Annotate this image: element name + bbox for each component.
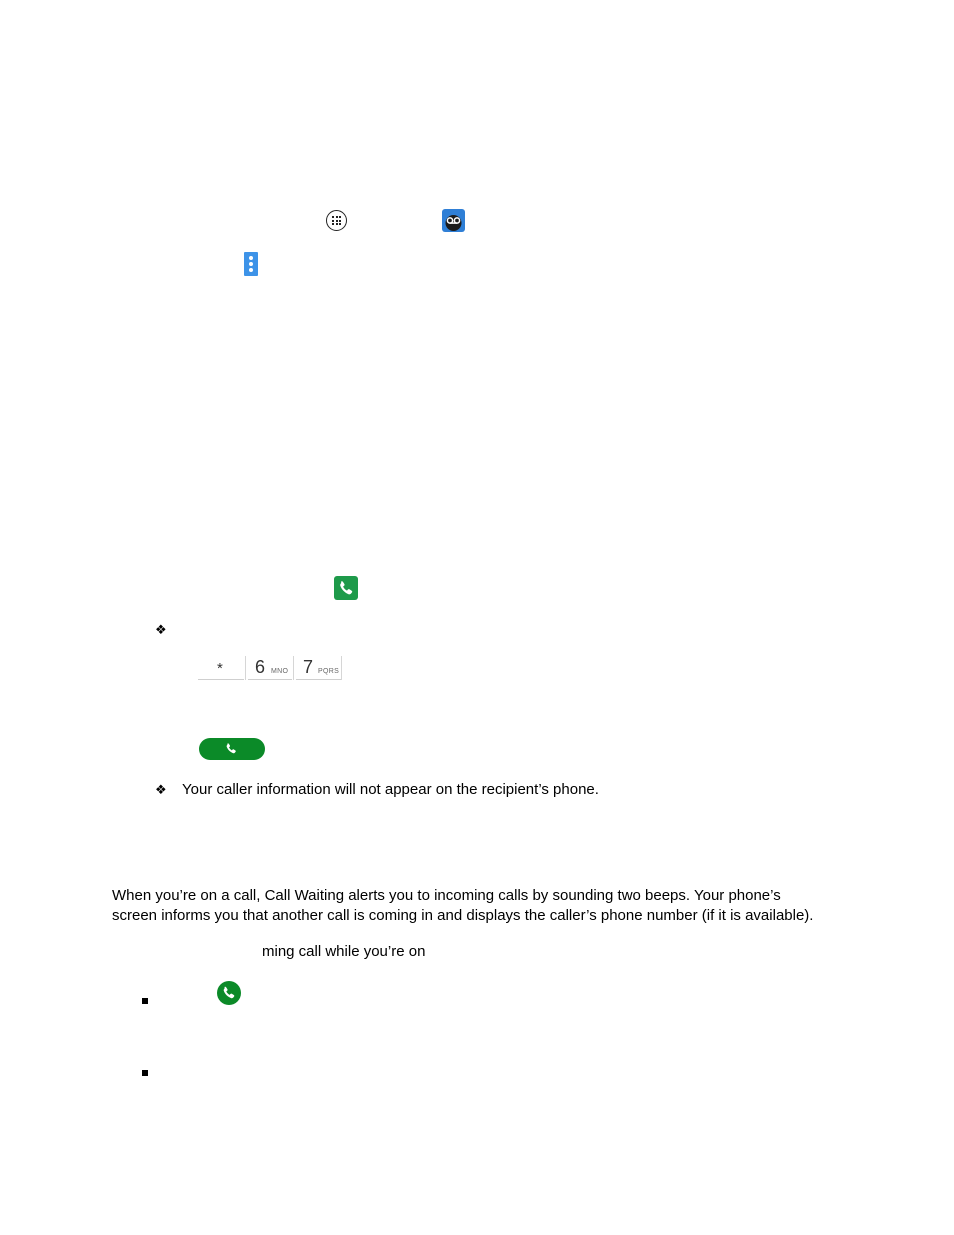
answer-call-icon <box>217 981 241 1005</box>
restrict-note: Your caller information will not appear on the recipient’s phone. <box>182 781 599 798</box>
apps-grid-icon <box>326 210 347 231</box>
phone-icon <box>334 576 358 600</box>
dial-key-star <box>198 656 244 680</box>
call-button-icon <box>199 738 265 760</box>
diamond-bullet: ❖ <box>155 622 167 637</box>
voicemail-icon <box>442 209 465 232</box>
dial-key-digit: 7 <box>303 657 314 677</box>
dial-key-letters: PQRS <box>318 668 340 675</box>
square-bullet <box>142 1070 148 1076</box>
dial-key-6 <box>248 656 292 680</box>
dial-key-letters: MNO <box>271 668 289 675</box>
square-bullet <box>142 998 148 1004</box>
call-waiting-intro-line2: screen informs you that another call is coming in and displays the caller’s phone number (if it is available). <box>112 907 814 924</box>
overflow-menu-icon <box>244 252 258 276</box>
dial-key-7 <box>296 656 342 680</box>
call-waiting-intro-line1: When you’re on a call, Call Waiting alerts you to incoming calls by sounding two beeps. Your phone’s <box>112 887 781 904</box>
respond-fragment: ming call while you’re on <box>262 943 426 960</box>
diamond-bullet: ❖ <box>155 782 167 797</box>
dial-key-digit: * <box>217 660 223 677</box>
dial-key-digit: 6 <box>255 657 266 677</box>
